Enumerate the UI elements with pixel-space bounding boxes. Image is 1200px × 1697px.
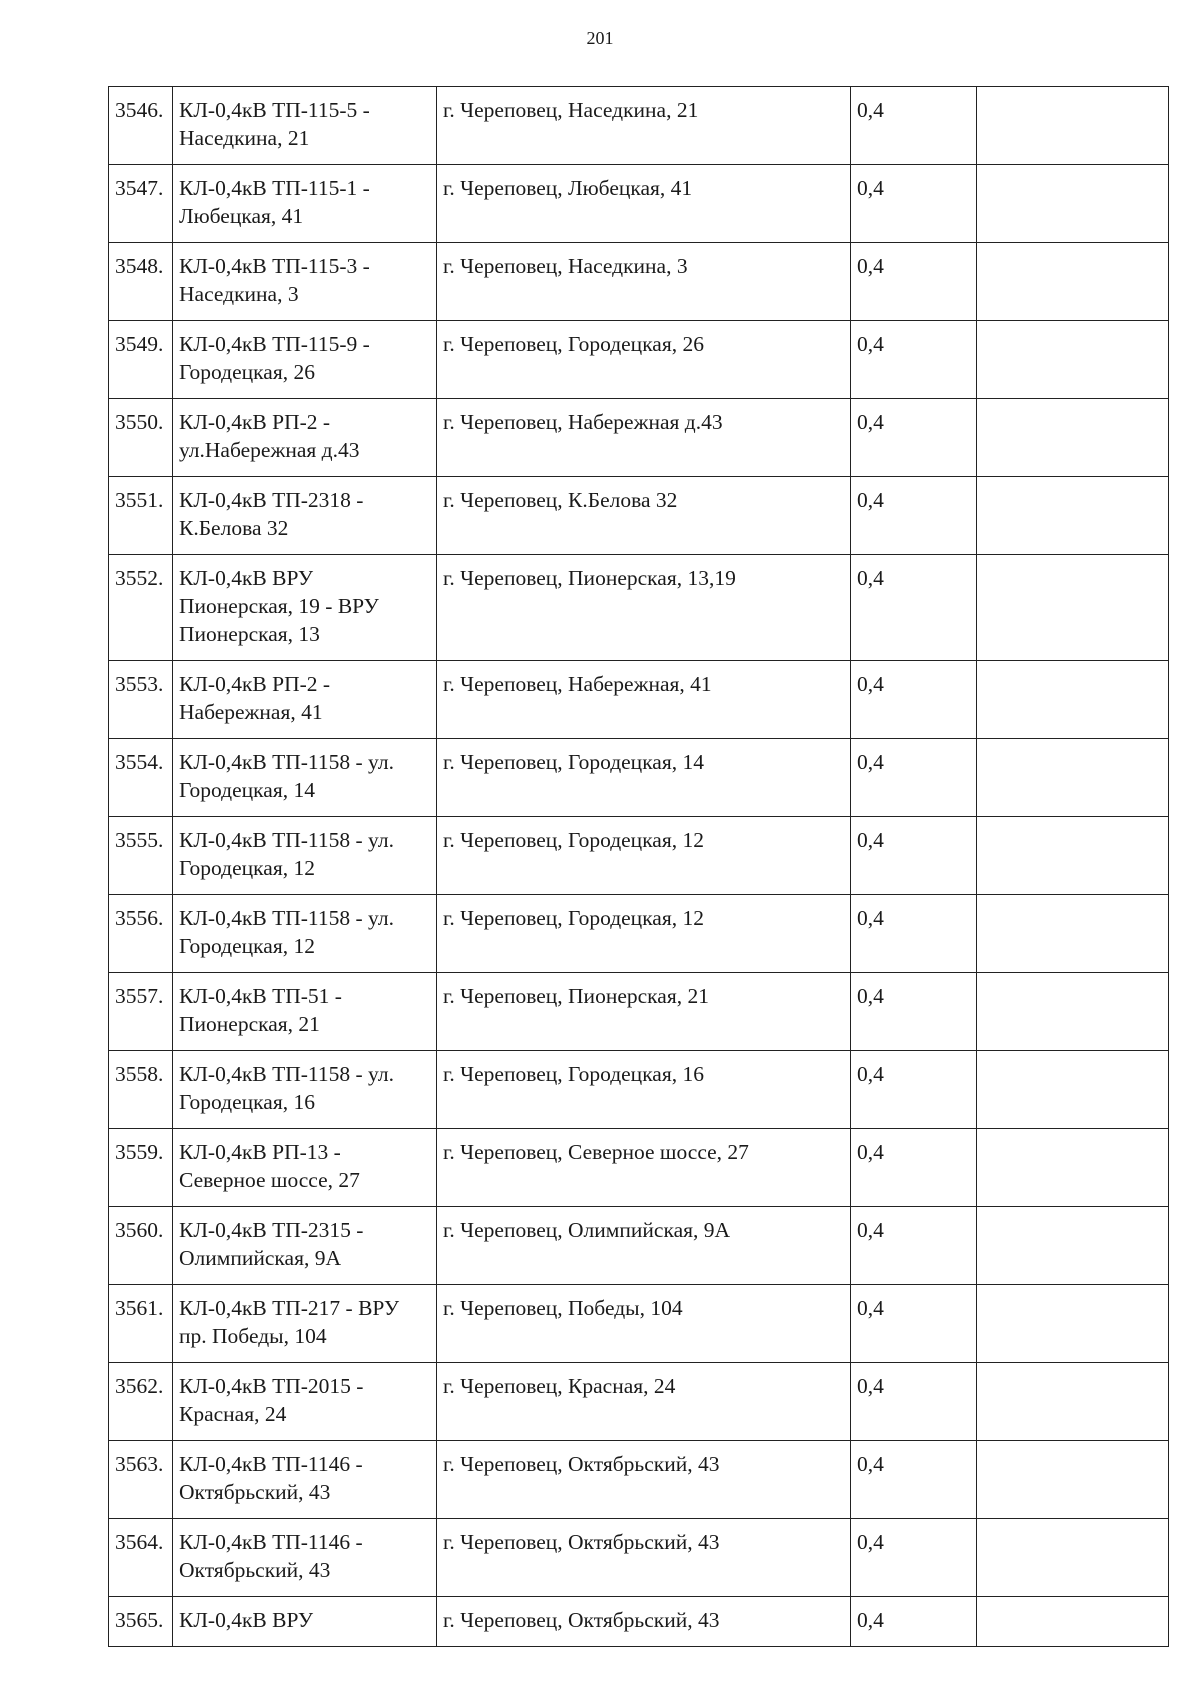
address-cell: г. Череповец, Наседкина, 3 (437, 243, 851, 321)
extra-cell (977, 555, 1169, 661)
voltage-cell: 0,4 (851, 243, 977, 321)
cable-line-cell: КЛ-0,4кВ ТП-1158 - ул. Городецкая, 16 (173, 1051, 437, 1129)
cable-line-cell: КЛ-0,4кВ ТП-217 - ВРУ пр. Победы, 104 (173, 1285, 437, 1363)
table-row (109, 661, 1169, 739)
row-number-cell: 3557. (109, 973, 173, 1051)
address-cell: г. Череповец, Пионерская, 13,19 (437, 555, 851, 661)
extra-cell (977, 1207, 1169, 1285)
row-number-cell: 3554. (109, 739, 173, 817)
address-cell: г. Череповец, Пионерская, 21 (437, 973, 851, 1051)
address-cell: г. Череповец, Городецкая, 12 (437, 817, 851, 895)
cable-line-cell: КЛ-0,4кВ ТП-115-5 - Наседкина, 21 (173, 87, 437, 165)
voltage-cell: 0,4 (851, 87, 977, 165)
address-cell: г. Череповец, Победы, 104 (437, 1285, 851, 1363)
address-cell: г. Череповец, Городецкая, 16 (437, 1051, 851, 1129)
address-cell: г. Череповец, Олимпийская, 9А (437, 1207, 851, 1285)
table-row (109, 243, 1169, 321)
extra-cell (977, 661, 1169, 739)
cable-line-cell: КЛ-0,4кВ ТП-115-9 - Городецкая, 26 (173, 321, 437, 399)
table-row (109, 1051, 1169, 1129)
extra-cell (977, 1363, 1169, 1441)
voltage-cell: 0,4 (851, 165, 977, 243)
address-cell: г. Череповец, Набережная д.43 (437, 399, 851, 477)
table-row (109, 817, 1169, 895)
voltage-cell: 0,4 (851, 661, 977, 739)
voltage-cell: 0,4 (851, 895, 977, 973)
address-cell: г. Череповец, Городецкая, 12 (437, 895, 851, 973)
address-cell: г. Череповец, Красная, 24 (437, 1363, 851, 1441)
registry-table (108, 86, 1169, 1647)
cable-line-cell: КЛ-0,4кВ ТП-1158 - ул. Городецкая, 14 (173, 739, 437, 817)
table-row (109, 399, 1169, 477)
voltage-cell: 0,4 (851, 739, 977, 817)
row-number-cell: 3555. (109, 817, 173, 895)
table-row (109, 1441, 1169, 1519)
address-cell: г. Череповец, Городецкая, 14 (437, 739, 851, 817)
voltage-cell: 0,4 (851, 1519, 977, 1597)
cable-line-cell: КЛ-0,4кВ ТП-51 - Пионерская, 21 (173, 973, 437, 1051)
row-number-cell: 3547. (109, 165, 173, 243)
row-number-cell: 3553. (109, 661, 173, 739)
address-cell: г. Череповец, Любецкая, 41 (437, 165, 851, 243)
row-number-cell: 3561. (109, 1285, 173, 1363)
extra-cell (977, 895, 1169, 973)
extra-cell (977, 973, 1169, 1051)
row-number-cell: 3558. (109, 1051, 173, 1129)
table-row (109, 87, 1169, 165)
row-number-cell: 3546. (109, 87, 173, 165)
row-number-cell: 3560. (109, 1207, 173, 1285)
address-cell: г. Череповец, Наседкина, 21 (437, 87, 851, 165)
address-cell: г. Череповец, Набережная, 41 (437, 661, 851, 739)
voltage-cell: 0,4 (851, 321, 977, 399)
extra-cell (977, 477, 1169, 555)
table-row (109, 1519, 1169, 1597)
address-cell: г. Череповец, Городецкая, 26 (437, 321, 851, 399)
row-number-cell: 3550. (109, 399, 173, 477)
cable-line-cell: КЛ-0,4кВ РП-2 - Набережная, 41 (173, 661, 437, 739)
voltage-cell: 0,4 (851, 1441, 977, 1519)
cable-line-cell: КЛ-0,4кВ РП-13 - Северное шоссе, 27 (173, 1129, 437, 1207)
extra-cell (977, 321, 1169, 399)
row-number-cell: 3552. (109, 555, 173, 661)
voltage-cell: 0,4 (851, 1051, 977, 1129)
cable-line-cell: КЛ-0,4кВ РП-2 - ул.Набережная д.43 (173, 399, 437, 477)
cable-line-cell: КЛ-0,4кВ ТП-115-1 - Любецкая, 41 (173, 165, 437, 243)
table-row (109, 1207, 1169, 1285)
address-cell: г. Череповец, Октябрьский, 43 (437, 1441, 851, 1519)
page-number: 201 (586, 28, 614, 48)
row-number-cell: 3548. (109, 243, 173, 321)
table-row (109, 1285, 1169, 1363)
voltage-cell: 0,4 (851, 1285, 977, 1363)
table-row (109, 895, 1169, 973)
voltage-cell: 0,4 (851, 1597, 977, 1647)
voltage-cell: 0,4 (851, 817, 977, 895)
extra-cell (977, 817, 1169, 895)
extra-cell (977, 399, 1169, 477)
voltage-cell: 0,4 (851, 477, 977, 555)
voltage-cell: 0,4 (851, 1207, 977, 1285)
cable-line-cell: КЛ-0,4кВ ТП-2315 - Олимпийская, 9А (173, 1207, 437, 1285)
row-number-cell: 3562. (109, 1363, 173, 1441)
voltage-cell: 0,4 (851, 555, 977, 661)
table-row (109, 1363, 1169, 1441)
table-row (109, 739, 1169, 817)
extra-cell (977, 87, 1169, 165)
cable-line-cell: КЛ-0,4кВ ТП-115-3 - Наседкина, 3 (173, 243, 437, 321)
address-cell: г. Череповец, Северное шоссе, 27 (437, 1129, 851, 1207)
cable-line-cell: КЛ-0,4кВ ТП-1158 - ул. Городецкая, 12 (173, 895, 437, 973)
row-number-cell: 3565. (109, 1597, 173, 1647)
row-number-cell: 3549. (109, 321, 173, 399)
extra-cell (977, 1597, 1169, 1647)
row-number-cell: 3564. (109, 1519, 173, 1597)
table-row (109, 321, 1169, 399)
cable-line-cell: КЛ-0,4кВ ТП-1158 - ул. Городецкая, 12 (173, 817, 437, 895)
voltage-cell: 0,4 (851, 399, 977, 477)
table-row (109, 1597, 1169, 1647)
registry-table-body (109, 87, 1169, 1647)
extra-cell (977, 1285, 1169, 1363)
cable-line-cell: КЛ-0,4кВ ТП-1146 - Октябрьский, 43 (173, 1441, 437, 1519)
address-cell: г. Череповец, Октябрьский, 43 (437, 1519, 851, 1597)
cable-line-cell: КЛ-0,4кВ ВРУ Пионерская, 19 - ВРУ Пионерская, 13 (173, 555, 437, 661)
table-row (109, 555, 1169, 661)
extra-cell (977, 1129, 1169, 1207)
voltage-cell: 0,4 (851, 973, 977, 1051)
row-number-cell: 3559. (109, 1129, 173, 1207)
extra-cell (977, 1519, 1169, 1597)
row-number-cell: 3563. (109, 1441, 173, 1519)
cable-line-cell: КЛ-0,4кВ ТП-2318 - К.Белова 32 (173, 477, 437, 555)
table-row (109, 1129, 1169, 1207)
cable-line-cell: КЛ-0,4кВ ВРУ (173, 1597, 437, 1647)
row-number-cell: 3556. (109, 895, 173, 973)
cable-line-cell: КЛ-0,4кВ ТП-1146 - Октябрьский, 43 (173, 1519, 437, 1597)
extra-cell (977, 165, 1169, 243)
voltage-cell: 0,4 (851, 1363, 977, 1441)
table-row (109, 165, 1169, 243)
voltage-cell: 0,4 (851, 1129, 977, 1207)
extra-cell (977, 1441, 1169, 1519)
cable-line-cell: КЛ-0,4кВ ТП-2015 - Красная, 24 (173, 1363, 437, 1441)
address-cell: г. Череповец, К.Белова 32 (437, 477, 851, 555)
table-row (109, 973, 1169, 1051)
extra-cell (977, 1051, 1169, 1129)
extra-cell (977, 243, 1169, 321)
extra-cell (977, 739, 1169, 817)
table-row (109, 477, 1169, 555)
address-cell: г. Череповец, Октябрьский, 43 (437, 1597, 851, 1647)
row-number-cell: 3551. (109, 477, 173, 555)
